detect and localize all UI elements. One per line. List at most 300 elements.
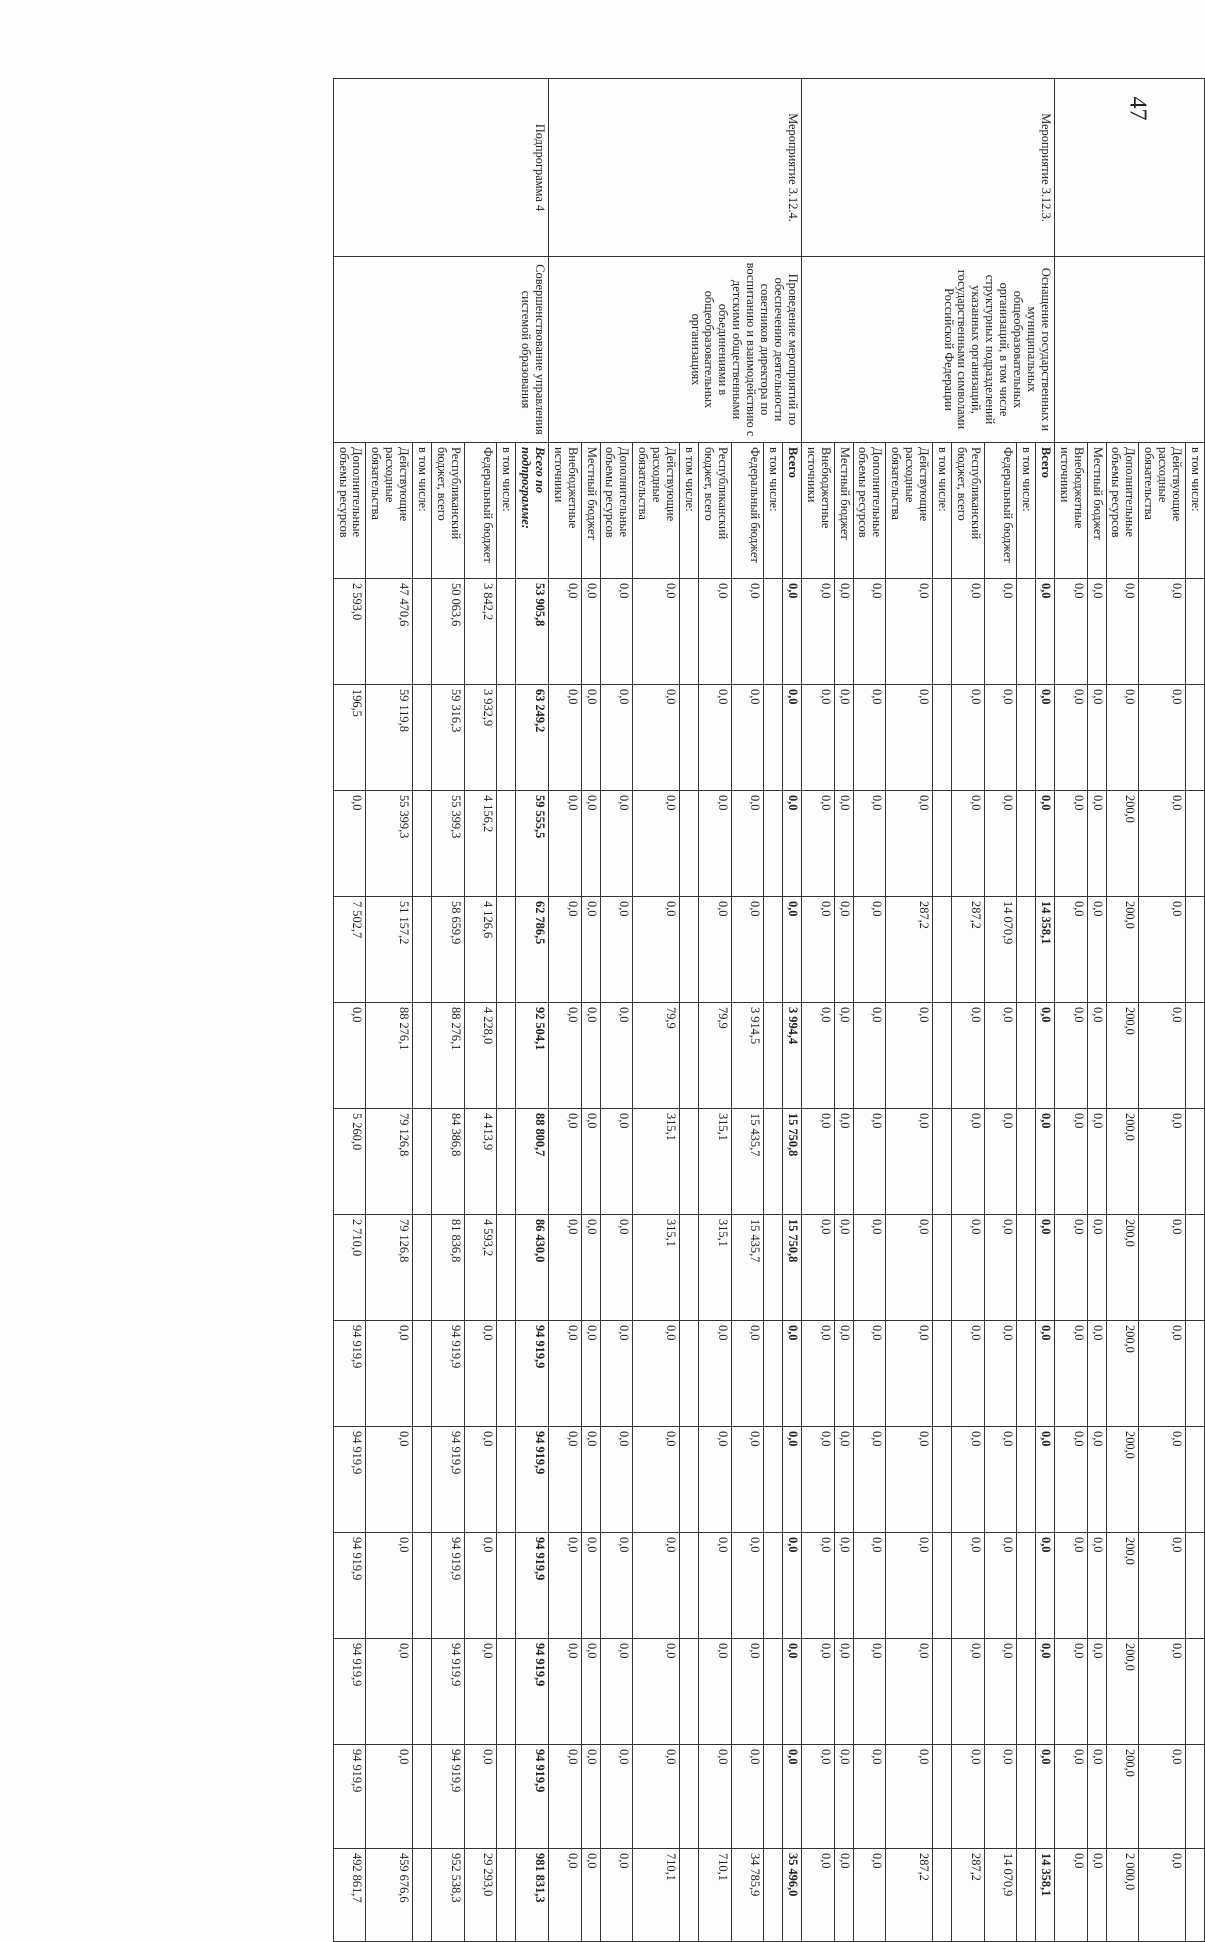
value-cell bbox=[1186, 1427, 1205, 1533]
value-cell bbox=[1186, 1533, 1205, 1639]
funding-source-label: в том числе: bbox=[496, 443, 515, 579]
value-cell: 0,0 bbox=[801, 685, 834, 791]
program-code-cell bbox=[1054, 79, 1204, 257]
program-code-cell: Мероприятие 3.12.4. bbox=[548, 79, 801, 257]
value-cell: 981 831,3 bbox=[515, 1849, 548, 1942]
value-cell bbox=[932, 1745, 951, 1849]
value-cell: 0,0 bbox=[782, 1321, 801, 1427]
value-cell: 0,0 bbox=[1139, 791, 1186, 897]
value-cell bbox=[1016, 1215, 1035, 1321]
value-cell: 0,0 bbox=[1035, 1533, 1054, 1639]
value-cell bbox=[1186, 1745, 1205, 1849]
value-cell: 0,0 bbox=[600, 1849, 633, 1942]
value-cell bbox=[496, 1109, 515, 1215]
value-cell: 0,0 bbox=[1087, 1745, 1106, 1849]
value-cell bbox=[679, 579, 698, 685]
value-cell bbox=[932, 1109, 951, 1215]
value-cell bbox=[679, 897, 698, 1003]
program-code-cell: Мероприятие 3.12.3. bbox=[801, 79, 1054, 257]
value-cell: 287,2 bbox=[886, 897, 933, 1003]
value-cell: 0,0 bbox=[801, 1745, 834, 1849]
value-cell: 0,0 bbox=[581, 1321, 600, 1427]
funding-source-label: Дополнительные объемы ресурсов bbox=[1106, 443, 1139, 579]
value-cell: 0,0 bbox=[834, 1745, 853, 1849]
value-cell: 0,0 bbox=[548, 791, 581, 897]
value-cell: 200,0 bbox=[1106, 791, 1139, 897]
value-cell: 492 861,7 bbox=[333, 1849, 366, 1942]
value-cell: 0,0 bbox=[633, 1745, 680, 1849]
value-cell: 0,0 bbox=[633, 897, 680, 1003]
value-cell bbox=[496, 1639, 515, 1745]
value-cell: 0,0 bbox=[548, 1533, 581, 1639]
value-cell: 0,0 bbox=[698, 685, 731, 791]
value-cell: 0,0 bbox=[1054, 897, 1087, 1003]
value-cell: 0,0 bbox=[633, 1533, 680, 1639]
value-cell: 0,0 bbox=[600, 897, 633, 1003]
value-cell: 0,0 bbox=[600, 1533, 633, 1639]
value-cell: 0,0 bbox=[782, 685, 801, 791]
value-cell: 0,0 bbox=[886, 1533, 933, 1639]
value-cell bbox=[1186, 1849, 1205, 1942]
value-cell: 88 276,1 bbox=[432, 1003, 465, 1109]
value-cell: 0,0 bbox=[698, 791, 731, 897]
funding-source-label: Республиканский бюджет, всего bbox=[698, 443, 731, 579]
funding-source-label: Внебюджетные источники bbox=[1054, 443, 1087, 579]
value-cell: 0,0 bbox=[853, 791, 886, 897]
value-cell bbox=[763, 1639, 782, 1745]
value-cell bbox=[496, 685, 515, 791]
value-cell: 0,0 bbox=[853, 1639, 886, 1745]
value-cell bbox=[679, 1639, 698, 1745]
value-cell: 59 316,3 bbox=[432, 685, 465, 791]
value-cell: 0,0 bbox=[548, 1849, 581, 1942]
value-cell: 0,0 bbox=[600, 1745, 633, 1849]
value-cell: 0,0 bbox=[834, 897, 853, 1003]
funding-source-label: в том числе: bbox=[1016, 443, 1035, 579]
value-cell: 0,0 bbox=[731, 1427, 763, 1533]
value-cell: 0,0 bbox=[1087, 685, 1106, 791]
value-cell: 58 659,9 bbox=[432, 897, 465, 1003]
value-cell bbox=[413, 1427, 432, 1533]
value-cell: 0,0 bbox=[801, 1321, 834, 1427]
value-cell: 0,0 bbox=[984, 1215, 1016, 1321]
value-cell: 0,0 bbox=[1139, 1533, 1186, 1639]
value-cell bbox=[413, 897, 432, 1003]
value-cell: 0,0 bbox=[951, 1639, 984, 1745]
value-cell: 94 919,9 bbox=[515, 1533, 548, 1639]
value-cell bbox=[679, 1745, 698, 1849]
value-cell: 0,0 bbox=[633, 791, 680, 897]
value-cell bbox=[1016, 791, 1035, 897]
value-cell: 0,0 bbox=[1106, 579, 1139, 685]
value-cell: 0,0 bbox=[782, 897, 801, 1003]
value-cell bbox=[932, 1321, 951, 1427]
value-cell: 94 919,9 bbox=[515, 1321, 548, 1427]
value-cell: 0,0 bbox=[782, 1639, 801, 1745]
value-cell: 0,0 bbox=[581, 1745, 600, 1849]
value-cell: 50 063,6 bbox=[432, 579, 465, 685]
value-cell: 0,0 bbox=[1087, 1109, 1106, 1215]
funding-source-label: Федеральный бюджет bbox=[731, 443, 763, 579]
value-cell: 0,0 bbox=[1035, 1215, 1054, 1321]
funding-source-label: Республиканский бюджет, всего bbox=[951, 443, 984, 579]
value-cell: 0,0 bbox=[834, 685, 853, 791]
value-cell: 0,0 bbox=[951, 1215, 984, 1321]
value-cell: 200,0 bbox=[1106, 1109, 1139, 1215]
value-cell bbox=[496, 1215, 515, 1321]
value-cell: 952 538,3 bbox=[432, 1849, 465, 1942]
value-cell: 0,0 bbox=[1087, 579, 1106, 685]
value-cell: 0,0 bbox=[1139, 1003, 1186, 1109]
value-cell: 3 932,9 bbox=[464, 685, 496, 791]
value-cell: 0,0 bbox=[1054, 791, 1087, 897]
value-cell: 459 676,6 bbox=[366, 1849, 413, 1942]
budget-table bbox=[333, 78, 1205, 1942]
value-cell: 0,0 bbox=[1054, 579, 1087, 685]
value-cell: 315,1 bbox=[698, 1215, 731, 1321]
value-cell: 0,0 bbox=[1035, 791, 1054, 897]
value-cell: 0,0 bbox=[951, 1109, 984, 1215]
value-cell: 0,0 bbox=[731, 685, 763, 791]
value-cell bbox=[763, 579, 782, 685]
value-cell: 88 276,1 bbox=[366, 1003, 413, 1109]
value-cell: 0,0 bbox=[984, 1321, 1016, 1427]
value-cell: 0,0 bbox=[984, 579, 1016, 685]
value-cell: 0,0 bbox=[333, 1003, 366, 1109]
funding-source-label: Всего bbox=[782, 443, 801, 579]
value-cell: 3 914,5 bbox=[731, 1003, 763, 1109]
value-cell: 0,0 bbox=[581, 1215, 600, 1321]
value-cell bbox=[1186, 685, 1205, 791]
funding-source-label: в том числе: bbox=[413, 443, 432, 579]
value-cell: 63 249,2 bbox=[515, 685, 548, 791]
value-cell: 0,0 bbox=[600, 1003, 633, 1109]
value-cell: 200,0 bbox=[1106, 897, 1139, 1003]
value-cell: 0,0 bbox=[1054, 1639, 1087, 1745]
value-cell: 0,0 bbox=[600, 791, 633, 897]
value-cell: 0,0 bbox=[731, 1533, 763, 1639]
value-cell bbox=[763, 1533, 782, 1639]
value-cell: 79 126,8 bbox=[366, 1109, 413, 1215]
value-cell bbox=[932, 1639, 951, 1745]
value-cell: 94 919,9 bbox=[432, 1533, 465, 1639]
value-cell: 0,0 bbox=[731, 791, 763, 897]
value-cell: 0,0 bbox=[548, 1109, 581, 1215]
value-cell: 0,0 bbox=[853, 1321, 886, 1427]
value-cell: 0,0 bbox=[886, 791, 933, 897]
value-cell: 0,0 bbox=[464, 1745, 496, 1849]
funding-source-label: Внебюджетные источники bbox=[548, 443, 581, 579]
table-row bbox=[1035, 79, 1054, 1942]
value-cell: 0,0 bbox=[853, 1215, 886, 1321]
value-cell: 2 710,0 bbox=[333, 1215, 366, 1321]
value-cell: 0,0 bbox=[1106, 685, 1139, 791]
value-cell bbox=[679, 1427, 698, 1533]
value-cell: 62 786,5 bbox=[515, 897, 548, 1003]
funding-source-label: в том числе: bbox=[679, 443, 698, 579]
value-cell: 0,0 bbox=[886, 1109, 933, 1215]
value-cell: 0,0 bbox=[1139, 1639, 1186, 1745]
value-cell: 94 919,9 bbox=[333, 1321, 366, 1427]
value-cell: 0,0 bbox=[698, 1639, 731, 1745]
value-cell: 0,0 bbox=[782, 579, 801, 685]
funding-source-label: Местный бюджет bbox=[834, 443, 853, 579]
value-cell: 47 470,6 bbox=[366, 579, 413, 685]
value-cell bbox=[1186, 1003, 1205, 1109]
value-cell: 0,0 bbox=[1054, 1321, 1087, 1427]
value-cell: 200,0 bbox=[1106, 1639, 1139, 1745]
value-cell: 0,0 bbox=[801, 1849, 834, 1942]
value-cell: 0,0 bbox=[633, 1639, 680, 1745]
value-cell: 0,0 bbox=[633, 579, 680, 685]
value-cell bbox=[1186, 1109, 1205, 1215]
value-cell: 0,0 bbox=[1087, 897, 1106, 1003]
value-cell: 315,1 bbox=[698, 1109, 731, 1215]
value-cell: 55 399,3 bbox=[432, 791, 465, 897]
value-cell bbox=[763, 1003, 782, 1109]
value-cell bbox=[763, 685, 782, 791]
value-cell: 0,0 bbox=[886, 579, 933, 685]
value-cell bbox=[1016, 1533, 1035, 1639]
value-cell: 14 070,9 bbox=[984, 897, 1016, 1003]
value-cell bbox=[1016, 1427, 1035, 1533]
value-cell: 0,0 bbox=[951, 1321, 984, 1427]
value-cell: 4 156,2 bbox=[464, 791, 496, 897]
value-cell: 0,0 bbox=[366, 1427, 413, 1533]
value-cell: 0,0 bbox=[834, 791, 853, 897]
value-cell bbox=[932, 685, 951, 791]
value-cell: 0,0 bbox=[951, 685, 984, 791]
value-cell bbox=[496, 1533, 515, 1639]
value-cell bbox=[413, 1745, 432, 1849]
value-cell: 0,0 bbox=[853, 685, 886, 791]
value-cell: 0,0 bbox=[581, 1639, 600, 1745]
value-cell: 0,0 bbox=[633, 685, 680, 791]
value-cell: 0,0 bbox=[1054, 1745, 1087, 1849]
value-cell bbox=[413, 791, 432, 897]
value-cell bbox=[1016, 1639, 1035, 1745]
funding-source-label: Всего по подпрограмме: bbox=[515, 443, 548, 579]
value-cell: 94 919,9 bbox=[432, 1321, 465, 1427]
value-cell: 0,0 bbox=[1087, 1639, 1106, 1745]
value-cell bbox=[1186, 1215, 1205, 1321]
value-cell: 0,0 bbox=[886, 1321, 933, 1427]
value-cell bbox=[679, 1215, 698, 1321]
value-cell: 0,0 bbox=[834, 1639, 853, 1745]
value-cell: 0,0 bbox=[600, 1215, 633, 1321]
program-name-cell: Совершенствование управления системой образования bbox=[333, 257, 548, 443]
value-cell: 79,9 bbox=[698, 1003, 731, 1109]
value-cell bbox=[413, 1321, 432, 1427]
value-cell: 0,0 bbox=[951, 791, 984, 897]
value-cell: 0,0 bbox=[1139, 1215, 1186, 1321]
value-cell: 15 750,8 bbox=[782, 1215, 801, 1321]
value-cell: 0,0 bbox=[581, 1003, 600, 1109]
value-cell: 14 358,1 bbox=[1035, 897, 1054, 1003]
value-cell bbox=[763, 897, 782, 1003]
value-cell: 200,0 bbox=[1106, 1533, 1139, 1639]
value-cell: 4 126,6 bbox=[464, 897, 496, 1003]
value-cell: 0,0 bbox=[698, 1533, 731, 1639]
value-cell: 0,0 bbox=[801, 1109, 834, 1215]
value-cell: 0,0 bbox=[366, 1321, 413, 1427]
value-cell: 0,0 bbox=[1054, 685, 1087, 791]
value-cell: 86 430,0 bbox=[515, 1215, 548, 1321]
value-cell bbox=[1016, 1745, 1035, 1849]
value-cell: 0,0 bbox=[1087, 1427, 1106, 1533]
value-cell: 0,0 bbox=[731, 1321, 763, 1427]
value-cell: 0,0 bbox=[984, 1427, 1016, 1533]
value-cell: 0,0 bbox=[1087, 1533, 1106, 1639]
value-cell: 0,0 bbox=[984, 791, 1016, 897]
value-cell: 0,0 bbox=[984, 685, 1016, 791]
value-cell bbox=[413, 579, 432, 685]
value-cell: 0,0 bbox=[801, 579, 834, 685]
value-cell: 0,0 bbox=[984, 1533, 1016, 1639]
value-cell: 0,0 bbox=[1087, 1003, 1106, 1109]
funding-source-label: Республиканский бюджет, всего bbox=[432, 443, 465, 579]
value-cell: 94 919,9 bbox=[515, 1427, 548, 1533]
value-cell: 0,0 bbox=[366, 1745, 413, 1849]
value-cell: 0,0 bbox=[782, 791, 801, 897]
value-cell: 200,0 bbox=[1106, 1003, 1139, 1109]
value-cell bbox=[679, 1109, 698, 1215]
value-cell: 3 994,4 bbox=[782, 1003, 801, 1109]
value-cell: 15 750,8 bbox=[782, 1109, 801, 1215]
program-name-cell bbox=[1054, 257, 1204, 443]
value-cell: 287,2 bbox=[886, 1849, 933, 1942]
value-cell bbox=[496, 1321, 515, 1427]
value-cell: 0,0 bbox=[464, 1533, 496, 1639]
value-cell bbox=[496, 897, 515, 1003]
value-cell: 0,0 bbox=[853, 1533, 886, 1639]
value-cell: 0,0 bbox=[1139, 1321, 1186, 1427]
value-cell: 94 919,9 bbox=[432, 1639, 465, 1745]
funding-source-label: Дополнительные объемы ресурсов bbox=[853, 443, 886, 579]
funding-source-label: Дополнительные объемы ресурсов bbox=[333, 443, 366, 579]
value-cell bbox=[413, 1003, 432, 1109]
value-cell bbox=[679, 1321, 698, 1427]
budget-table-body bbox=[333, 79, 1204, 1942]
value-cell: 710,1 bbox=[698, 1849, 731, 1942]
value-cell: 0,0 bbox=[548, 1003, 581, 1109]
funding-source-label: Всего bbox=[1035, 443, 1054, 579]
value-cell: 0,0 bbox=[548, 1427, 581, 1533]
value-cell: 0,0 bbox=[581, 579, 600, 685]
value-cell: 0,0 bbox=[548, 1639, 581, 1745]
value-cell: 0,0 bbox=[698, 897, 731, 1003]
value-cell bbox=[413, 1533, 432, 1639]
value-cell: 59 555,5 bbox=[515, 791, 548, 897]
value-cell bbox=[413, 1215, 432, 1321]
value-cell: 0,0 bbox=[464, 1639, 496, 1745]
value-cell: 84 386,8 bbox=[432, 1109, 465, 1215]
value-cell: 0,0 bbox=[853, 1003, 886, 1109]
value-cell: 710,1 bbox=[633, 1849, 680, 1942]
value-cell: 0,0 bbox=[801, 1003, 834, 1109]
value-cell bbox=[413, 1639, 432, 1745]
value-cell: 0,0 bbox=[801, 1215, 834, 1321]
value-cell: 0,0 bbox=[548, 579, 581, 685]
value-cell: 0,0 bbox=[886, 685, 933, 791]
value-cell: 0,0 bbox=[782, 1533, 801, 1639]
value-cell bbox=[763, 791, 782, 897]
value-cell bbox=[932, 1849, 951, 1942]
value-cell: 0,0 bbox=[698, 1321, 731, 1427]
value-cell bbox=[413, 685, 432, 791]
value-cell bbox=[679, 685, 698, 791]
value-cell: 200,0 bbox=[1106, 1745, 1139, 1849]
value-cell bbox=[932, 1533, 951, 1639]
value-cell: 15 435,7 bbox=[731, 1109, 763, 1215]
funding-source-label: в том числе: bbox=[932, 443, 951, 579]
value-cell: 0,0 bbox=[1035, 1109, 1054, 1215]
value-cell: 0,0 bbox=[853, 897, 886, 1003]
value-cell bbox=[763, 1745, 782, 1849]
value-cell: 79 126,8 bbox=[366, 1215, 413, 1321]
value-cell: 0,0 bbox=[984, 1745, 1016, 1849]
funding-source-label: Местный бюджет bbox=[1087, 443, 1106, 579]
value-cell: 92 504,1 bbox=[515, 1003, 548, 1109]
value-cell: 94 919,9 bbox=[432, 1427, 465, 1533]
value-cell: 0,0 bbox=[581, 1533, 600, 1639]
value-cell: 0,0 bbox=[464, 1321, 496, 1427]
value-cell: 0,0 bbox=[853, 1109, 886, 1215]
value-cell: 0,0 bbox=[951, 1745, 984, 1849]
value-cell: 0,0 bbox=[1035, 1321, 1054, 1427]
value-cell: 35 496,0 bbox=[782, 1849, 801, 1942]
value-cell: 0,0 bbox=[731, 579, 763, 685]
rotated-table-wrapper bbox=[75, 78, 1205, 1942]
value-cell: 0,0 bbox=[1087, 1849, 1106, 1942]
value-cell: 0,0 bbox=[886, 1745, 933, 1849]
value-cell: 0,0 bbox=[581, 791, 600, 897]
value-cell: 0,0 bbox=[782, 1427, 801, 1533]
value-cell: 0,0 bbox=[1139, 579, 1186, 685]
value-cell: 0,0 bbox=[1139, 897, 1186, 1003]
value-cell: 0,0 bbox=[951, 579, 984, 685]
value-cell: 0,0 bbox=[1139, 1109, 1186, 1215]
value-cell: 0,0 bbox=[1054, 1215, 1087, 1321]
value-cell bbox=[763, 1427, 782, 1533]
value-cell bbox=[1186, 791, 1205, 897]
value-cell: 0,0 bbox=[548, 1215, 581, 1321]
funding-source-label: Местный бюджет bbox=[581, 443, 600, 579]
value-cell bbox=[932, 1215, 951, 1321]
value-cell: 0,0 bbox=[1087, 1215, 1106, 1321]
value-cell: 0,0 bbox=[1139, 1849, 1186, 1942]
value-cell: 0,0 bbox=[1054, 1849, 1087, 1942]
value-cell: 0,0 bbox=[886, 1003, 933, 1109]
value-cell: 0,0 bbox=[581, 685, 600, 791]
value-cell bbox=[763, 1215, 782, 1321]
value-cell bbox=[932, 1003, 951, 1109]
value-cell: 0,0 bbox=[600, 1427, 633, 1533]
value-cell: 0,0 bbox=[1035, 1427, 1054, 1533]
value-cell bbox=[1016, 1849, 1035, 1942]
value-cell: 200,0 bbox=[1106, 1427, 1139, 1533]
value-cell: 34 785,9 bbox=[731, 1849, 763, 1942]
value-cell: 14 358,1 bbox=[1035, 1849, 1054, 1942]
value-cell bbox=[496, 1849, 515, 1942]
value-cell: 0,0 bbox=[1087, 1321, 1106, 1427]
funding-source-label: Федеральный бюджет bbox=[984, 443, 1016, 579]
funding-source-label: Внебюджетные источники bbox=[801, 443, 834, 579]
value-cell: 0,0 bbox=[853, 1849, 886, 1942]
value-cell: 0,0 bbox=[951, 1003, 984, 1109]
funding-source-label: Дополнительные объемы ресурсов bbox=[600, 443, 633, 579]
value-cell: 0,0 bbox=[886, 1639, 933, 1745]
